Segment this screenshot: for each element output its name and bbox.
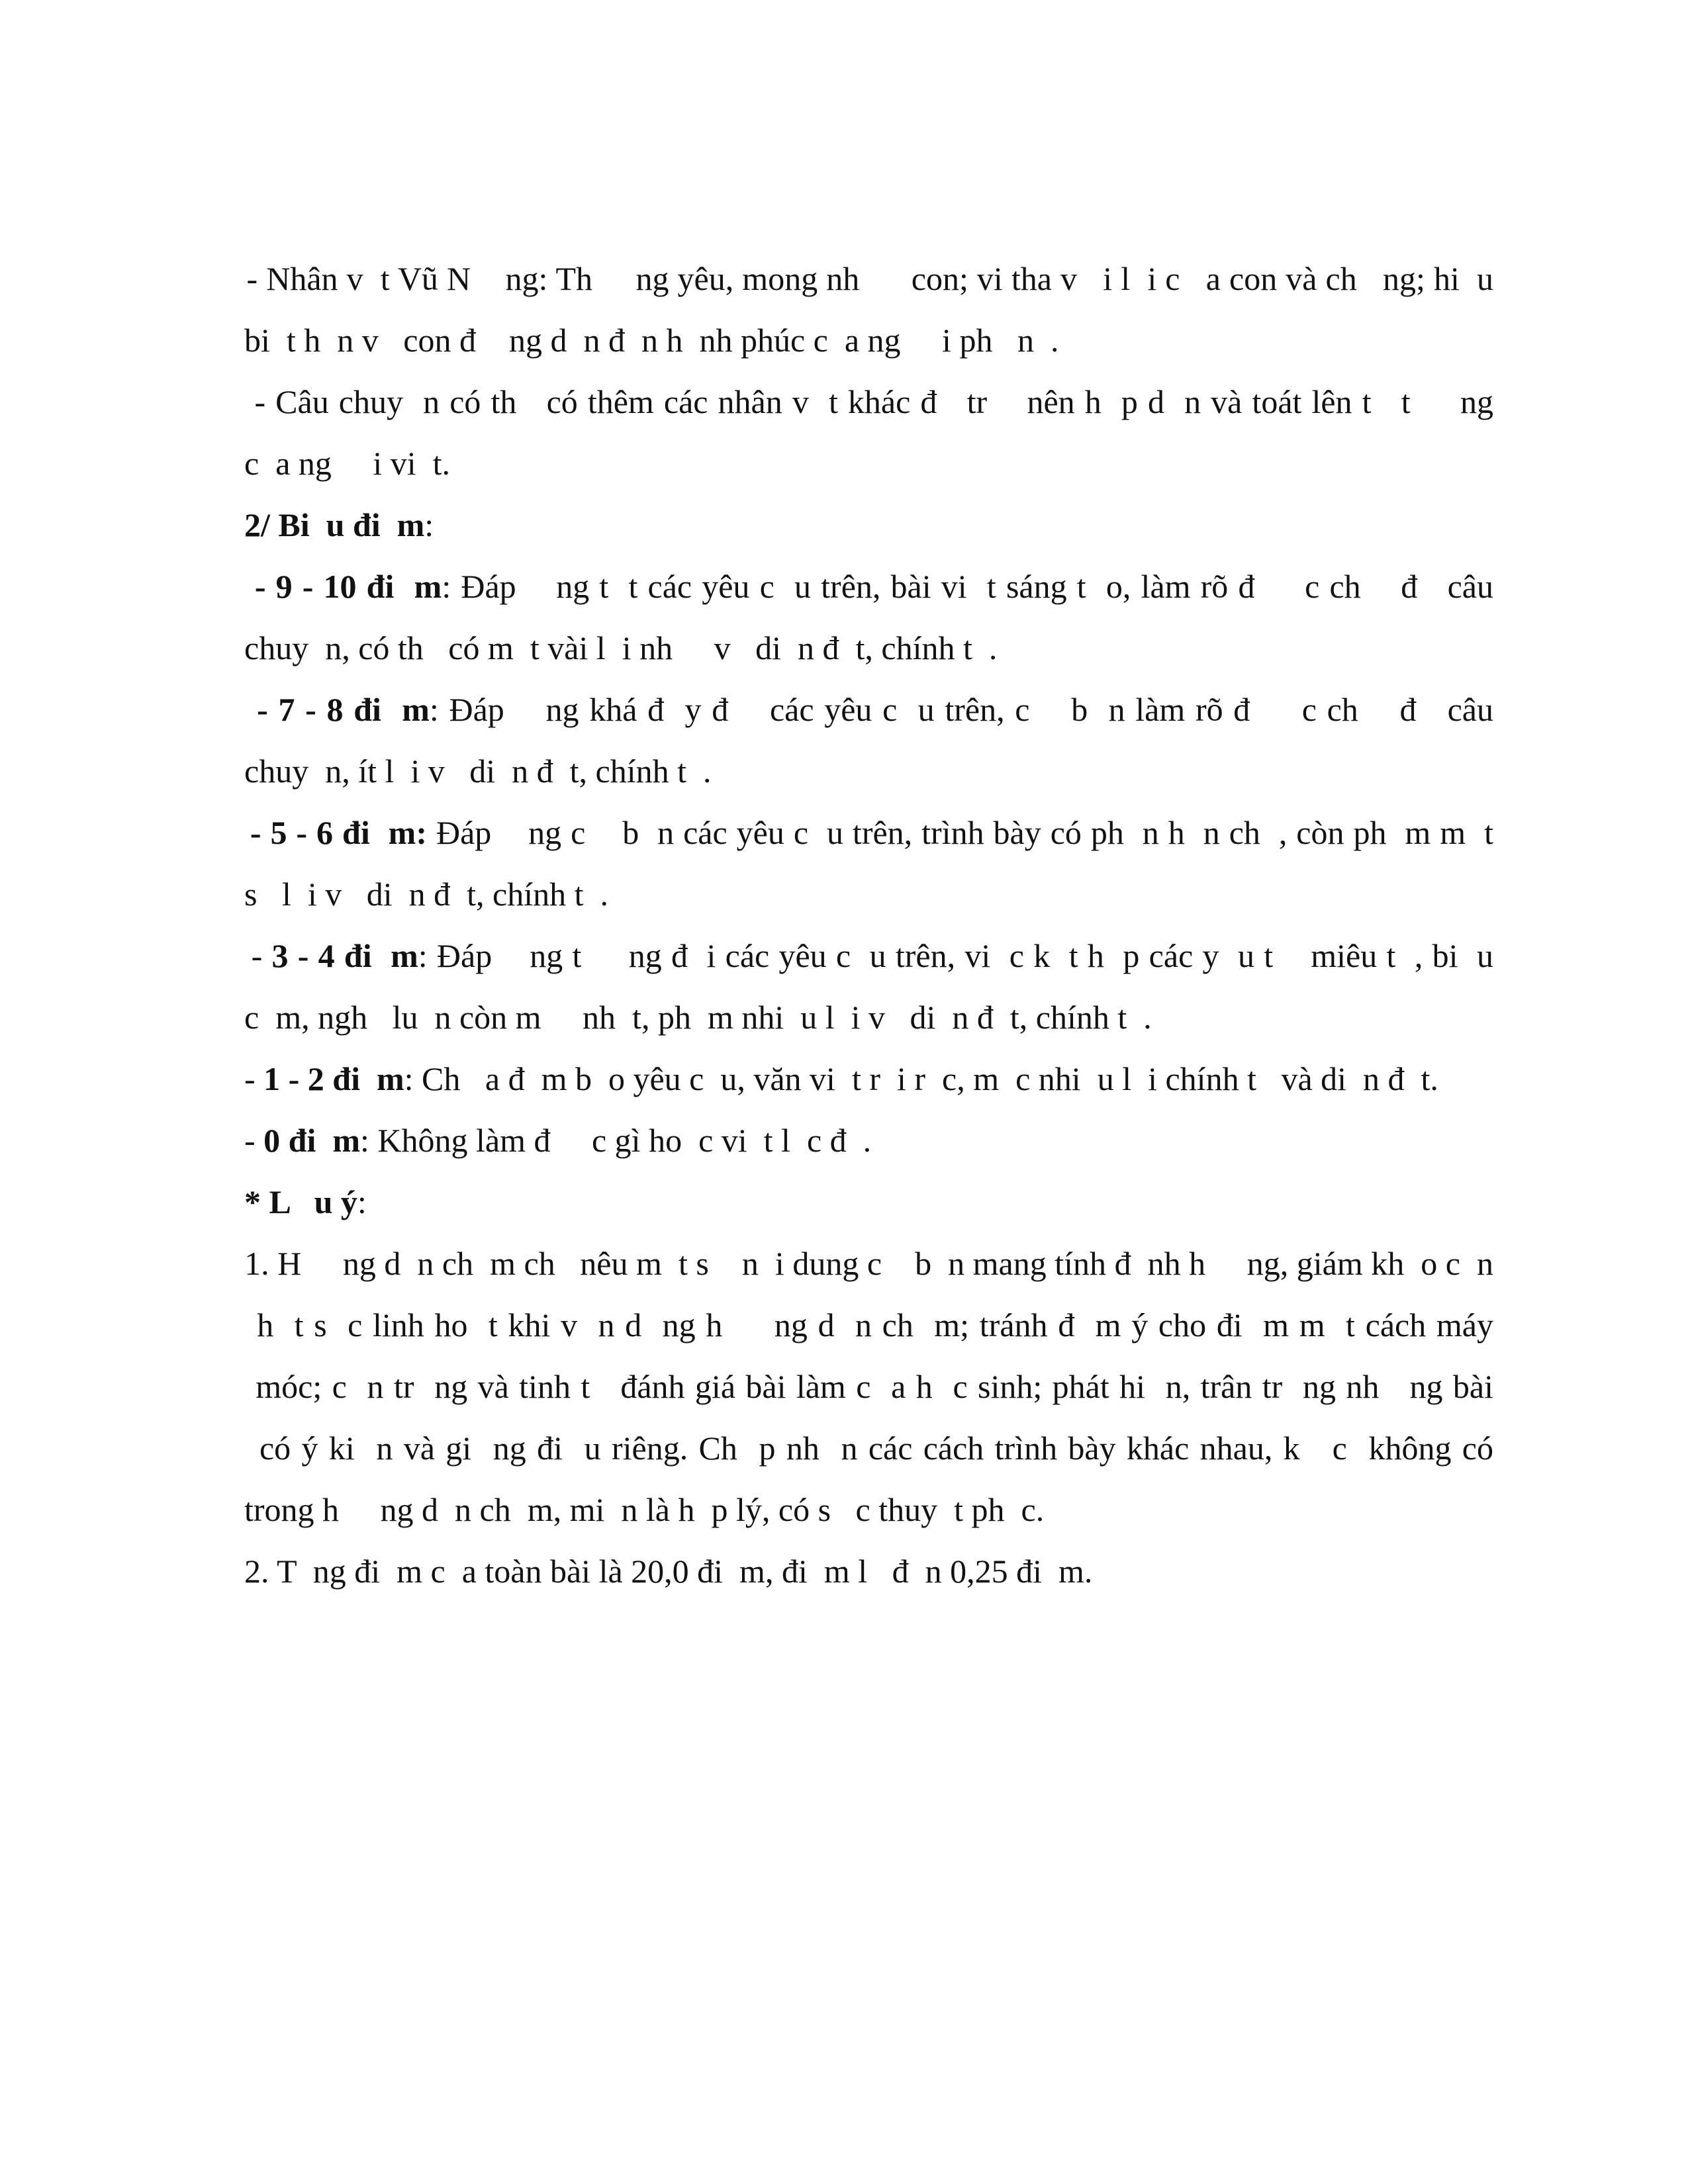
score-band-text: : Đáp ng t t các yêu c u trên, bài vi t sáng t o, làm rõ đ c ch đ câu [442,568,1494,605]
score-band-dash: - [244,1122,264,1159]
line-text: s l i v di n đ t, chính t . [244,876,608,913]
score-band-label: 0 đi m [263,1122,361,1159]
score-band-label: 3 - 4 đi m [271,937,418,974]
score-band-text: : Không làm đ c gì ho c vi t l c đ . [360,1122,872,1159]
line-text: c m, ngh lu n còn m nh t, ph m nhi u l i v di n đ t, chính t . [244,999,1152,1036]
heading-text: 2/ Bi u đi m [244,506,425,543]
score-band-label: - 7 - 8 đi m [257,691,430,728]
line-text: h t s c linh ho t khi v n d ng h ng d n ch m; tránh đ m ý cho đi m m t cách máy [257,1306,1493,1343]
line-text: chuy n, có th có m t vài l i nh v di n đ t, chính t . [244,629,998,666]
line-text: - Nhân v t Vũ N ng: Th ng yêu, mong nh con; vi tha v i l i c a con và ch ng; hi u [246,260,1494,297]
score-band-label: - 5 - 6 đi m: [250,814,427,851]
score-band-text: : Đáp ng t ng đ i các yêu c u trên, vi c k t h p các y u t miêu t , bi u [418,937,1494,974]
line-text: - Câu chuy n có th có thêm các nhân v t khác đ tr nên h p d n và toát lên t t ng [254,383,1494,420]
notes-heading-text: * L u ý [244,1183,357,1220]
score-band-text: : Đáp ng khá đ y đ các yêu c u trên, c b n làm rõ đ c ch đ câu [429,691,1494,728]
line-text: bi t h n v con đ ng d n đ n h nh phúc c a ng i ph n . [244,322,1059,359]
heading-colon: : [424,506,434,543]
line-text: 1. H ng d n ch m ch nêu m t s n i dung c b n mang tính đ nh h ng, giám kh o c n [244,1245,1494,1282]
text-line [195,187,1494,297]
score-band-dash: - [251,937,272,974]
line-text: móc; c n tr ng và tinh t đánh giá bài làm c a h c sinh; phát hi n, trân tr ng nh ng bài [256,1368,1493,1405]
line-text: c a ng i vi t. [244,445,451,482]
score-band-dash: - [244,1060,264,1097]
document-body [195,187,1494,1590]
notes-heading-colon: : [357,1183,367,1220]
line-text: có ý ki n và gi ng đi u riêng. Ch p nh n các cách trình bày khác nhau, k c không có [259,1430,1494,1467]
line-text: trong h ng d n ch m, mi n là h p lý, có s c thuy t ph c. [244,1491,1045,1528]
line-text: 2. T ng đi m c a toàn bài là 20,0 đi m, đi m l đ n 0,25 đi m. [244,1553,1093,1590]
score-band-text: Đáp ng c b n các yêu c u trên, trình bày có ph n h n ch , còn ph m m t [426,814,1494,851]
score-band-label: 1 - 2 đi m [263,1060,404,1097]
score-band-label: - 9 - 10 đi m [254,568,442,605]
text-line [195,1171,1494,1282]
line-text: chuy n, ít l i v di n đ t, chính t . [244,752,712,790]
score-band-text: : Ch a đ m b o yêu c u, văn vi t r i r c, m c nhi u l i chính t và di n đ t. [404,1060,1438,1097]
